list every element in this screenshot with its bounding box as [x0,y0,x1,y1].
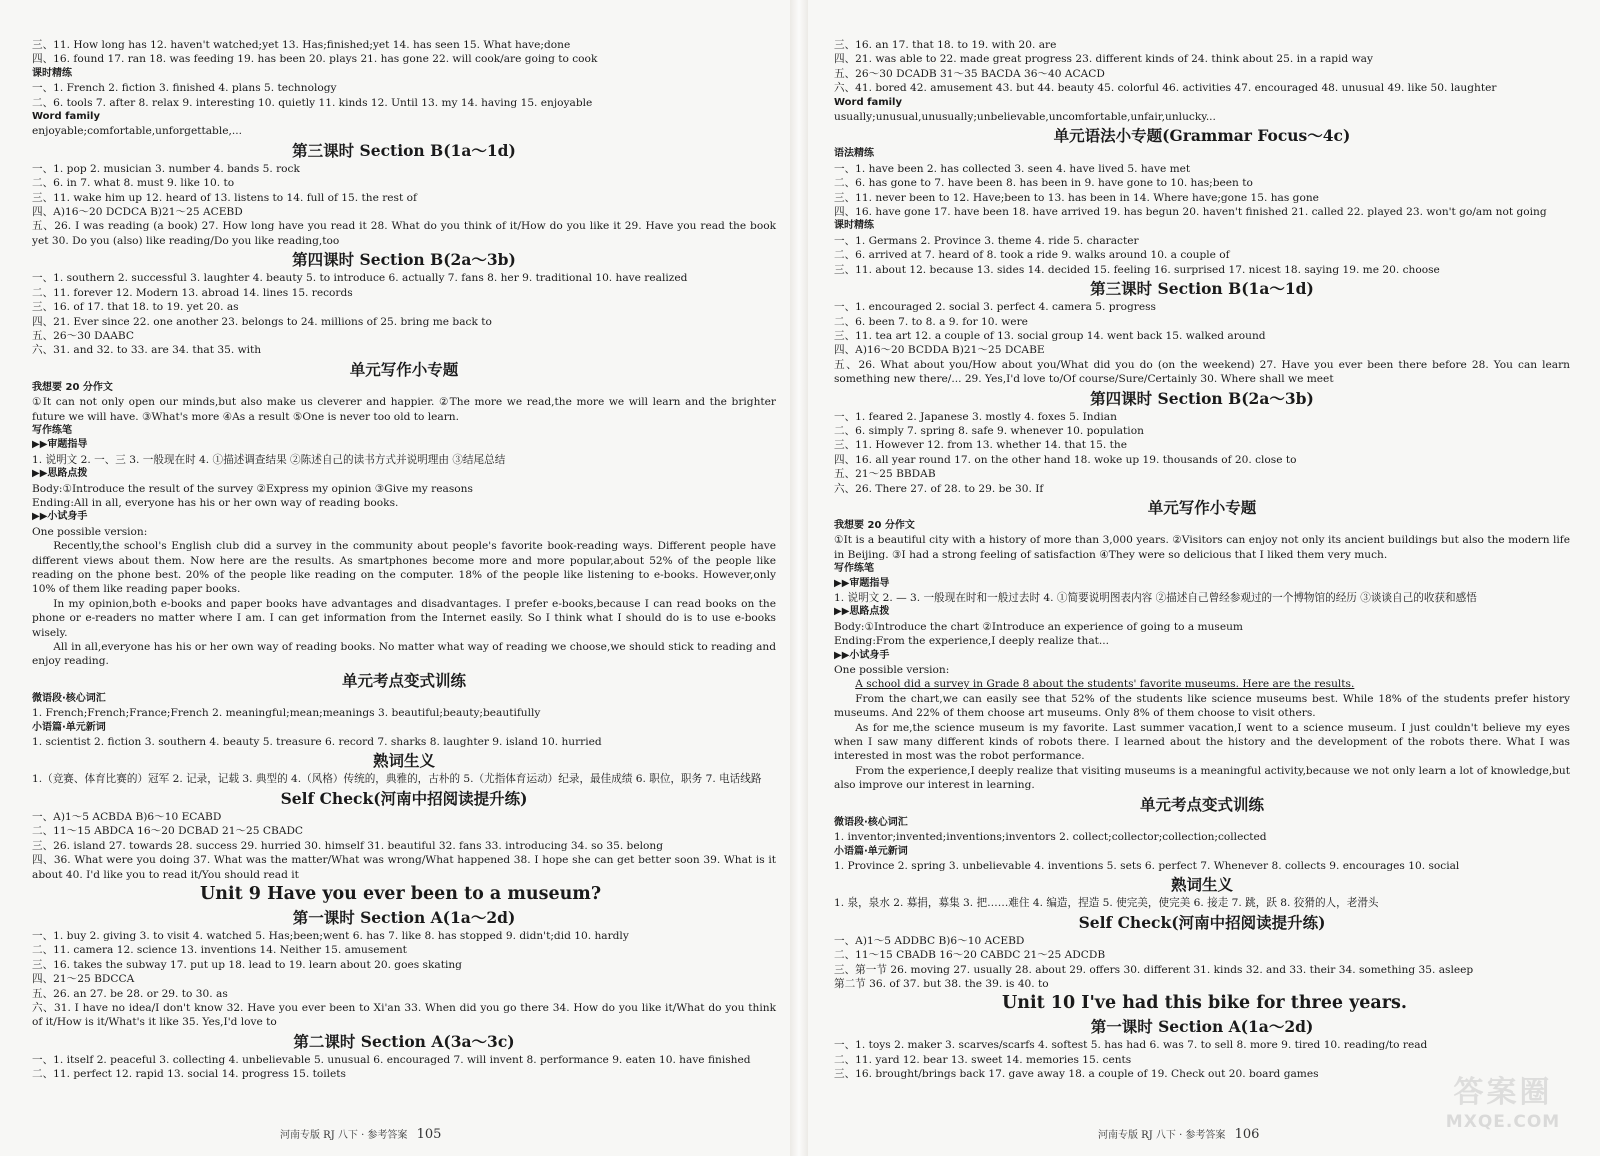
subsection-label: 我想要 20 分作文 [834,519,915,531]
answer-line: 三、11. about 12. because 13. sides 14. decided 15. feeling 16. surprised 17. nicest 18. saying 19. me 20. choose [834,263,1440,276]
footer-text: 河南专版 RJ 八下 · 参考答案 [1098,1130,1226,1141]
section-heading: Self Check(河南中招阅读提升练) [1078,912,1326,932]
answer-paragraph: 四、36. What were you doing 37. What was the matter/What was wrong/What happened 38. I hope she can get better soon 39. What is it about 40. I'd like you to read it/You should read it [32,854,776,881]
section-heading: 第四课时 Section B(2a～3b) [292,250,516,270]
watermark-logo: 答案圈 [1453,1075,1553,1110]
answer-line: Body:①Introduce the result of the survey ②Express my opinion ③Give my reasons [32,482,473,495]
subsection-label: 课时精练 [32,67,72,79]
subsection-label: 我想要 20 分作文 [32,381,113,393]
subsection-label: 写作练笔 [834,563,874,575]
answer-line: 一、1. feared 2. Japanese 3. mostly 4. foxes 5. Indian [834,410,1117,423]
section-heading: 熟词生义 [1170,875,1233,895]
answer-paragraph: 四、16. have gone 17. have been 18. have arrived 19. has begun 20. haven't finished 21. called 22. played 23. won't go/am not going [834,206,1547,219]
section-heading: 单元写作小专题 [349,359,459,379]
answer-paragraph: From the chart,we can easily see that 52% of the students like science museums best. While 18% of the students prefer history museums. And 22% of them choose art museums. Only 8% of them choose to visit others. [834,692,1570,720]
answer-line: 三、11. However 12. from 13. whether 14. that 15. the [834,439,1127,452]
section-heading: 第三课时 Section B(1a～1d) [292,140,516,160]
answer-line: 三、16. an 17. that 18. to 19. with 20. are [834,39,1057,51]
answer-paragraph: 一、1. itself 2. peaceful 3. collecting 4. unbelievable 5. unusual 6. encouraged 7. will invent 8. performance 9. eaten 10. have finished [32,1053,751,1066]
answer-line: 六、41. bored 42. amusement 43. but 44. beauty 45. colorful 46. activities 47. encouraged 48. unusual 49. like 50. laughter [834,82,1497,95]
answer-line: 一、1. have been 2. has collected 3. seen 4. have lived 5. have met [834,162,1191,175]
section-heading: 第三课时 Section B(1a～1d) [1090,279,1314,299]
answer-line: usually;unusual,unusually;unbelievable,uncomfortable,unfair,unlucky... [834,111,1216,124]
section-heading: Self Check(河南中招阅读提升练) [280,788,528,808]
section-heading: 第四课时 Section B(2a～3b) [1090,388,1314,408]
answer-line: 三、26. island 27. towards 28. success 29. hurried 30. himself 31. beautiful 32. fans 33. introducing 34. so 35. belong [32,839,663,852]
section-heading: 第一课时 Section A(1a～2d) [1090,1017,1314,1037]
answer-paragraph: 1. 说明文 2. — 3. 一般现在时和一般过去时 4. ①简要说明图表内容 ②描述自己曾经参观过的一个博物馆的经历 ③谈谈自己的收获和感悟 [834,592,1477,604]
answer-line: 二、6. been 7. to 8. a 9. for 10. were [834,315,1028,328]
answer-line: 三、16. of 17. that 18. to 19. yet 20. as [32,301,239,314]
answer-line: 一、1. Germans 2. Province 3. theme 4. ride 5. character [834,234,1139,247]
answer-paragraph: 1.（竞赛、体育比赛的）冠军 2. 记录，记载 3. 典型的 4.（风格）传统的，典雅的，古朴的 5.（尤指体育运动）纪录，最佳成绩 6. 职位，职务 7. 电话线路 [32,773,762,786]
page-left [0,0,790,1156]
answer-line: 四、21. Ever since 22. one another 23. belongs to 24. millions of 25. bring me back to [32,315,492,328]
section-heading: 单元考点变式训练 [341,670,466,690]
answer-line: 四、A)16～20 BCDDA B)21～25 DCABE [834,344,1045,357]
answer-paragraph: 五、26. What about you/How about you/What did you do (on the weekend) 27. Have you ever been there before 28. You can learn something new there/... 29. Yes,I'd love to/Of course/Sure/Certainly 30. Where shall we meet [834,358,1570,386]
answer-line: 二、11. yard 12. bear 13. sweet 14. memories 15. cents [834,1053,1132,1066]
answer-paragraph: All in all,everyone has his or her own way of reading books. No matter what way of reading we choose,we should stick to reading and enjoy reading. [32,641,776,668]
answer-paragraph: Recently,the school's English club did a survey in the community about people's favorite book-reading ways. Different people have different views about them. Now here are the results. As smartphones become more and more popular,about 52% of the people like reading on the phone best. 20% of the people like reading on the computer. 18% of the people like listening to e-books. However,only 10% of them like reading paper books. [32,540,776,596]
section-heading: 单元考点变式训练 [1139,794,1264,814]
answer-line: 1. scientist 2. fiction 3. southern 4. beauty 5. treasure 6. record 7. sharks 8. laughter 9. island 10. hurried [32,736,602,749]
subsection-label: ▶▶审题指导 [32,439,88,451]
answer-line: Ending:All in all, everyone has his or her own way of reading books. [32,496,399,509]
answer-line: 一、A)1～5 ACBDA B)6～10 ECABD [32,810,222,823]
subsection-label: 微语段·核心词汇 [834,816,908,828]
answer-line: 五、26～30 DAABC [32,329,134,342]
answer-line: 1. inventor;invented;inventions;inventors 2. collect;collector;collection;collected [834,831,1267,844]
answer-line: Body:①Introduce the chart ②Introduce an experience of going to a museum [834,620,1243,633]
answer-paragraph: 六、31. I have no idea/I don't know 32. Have you ever been to Xi'an 33. When did you go there 34. How do you like it/What do you think of it/How is it/What's it like 35. Yes,I'd love to [32,1001,776,1029]
answer-line: 二、6. in 7. what 8. must 9. like 10. to [32,177,235,190]
right-answer-key [834,38,1570,1082]
watermark [1428,1074,1578,1144]
answer-paragraph: As for me,the science museum is my favorite. Last summer vacation,I went to a science museum. I just couldn't believe my eyes when I saw many different kinds of robots there. I learned about the history and the development of the robots there. What I was interested in most was the robot performance. [834,721,1570,763]
answer-line: 六、31. and 32. to 33. are 34. that 35. with [32,344,262,357]
answer-line: 二、11～15 ABDCA 16～20 DCBAD 21～25 CBADC [32,825,304,838]
section-heading: 单元写作小专题 [1147,497,1257,517]
answer-line: 六、26. There 27. of 28. to 29. be 30. If [834,482,1044,495]
left-answer-key [32,38,776,1082]
answer-line: 四、21. was able to 22. made great progress 23. different kinds of 24. think about 25. in a rapid way [834,53,1373,66]
answer-paragraph: From the experience,I deeply realize that visiting museums is a meaningful activity,because we not only learn a lot of knowledge,but also improve our interest in learning. [834,764,1570,792]
section-heading: 熟词生义 [372,751,435,771]
page-number: 106 [1234,1127,1260,1142]
footer-text: 河南专版 RJ 八下 · 参考答案 [280,1130,408,1141]
answer-line: 一、1. southern 2. successful 3. laughter 4. beauty 5. to introduce 6. actually 7. fans 8. her 9. traditional 10. have realized [32,272,688,285]
unit-heading: Unit 9 Have you ever been to a museum? [200,883,602,904]
subsection-label: Word family [32,111,101,123]
subsection-label: 课时精练 [834,220,874,232]
answer-line: 一、1. French 2. fiction 3. finished 4. plans 5. technology [32,82,337,95]
answer-line: 三、16. takes the subway 17. put up 18. lead to 19. learn about 20. goes skating [32,958,462,971]
answer-line: 三、11. tea art 12. a couple of 13. social group 14. went back 15. walked around [834,329,1266,342]
answer-line: 三、第一节 26. moving 27. usually 28. about 29. offers 30. different 31. kinds 32. and 33. their 34. something 35. asleep [834,963,1474,976]
answer-line: 1. Province 2. spring 3. unbelievable 4. inventions 5. sets 6. perfect 7. Whenever 8. collects 9. encourages 10. social [834,859,1460,872]
answer-line: 1. 泉，泉水 2. 募捐，募集 3. 把……难住 4. 编造，捏造 5. 使完美，使完美 6. 接走 7. 跳，跃 8. 狡猾的人，老滑头 [834,897,1379,910]
subsection-label: ▶▶思路点拨 [32,468,88,480]
page-number: 105 [416,1127,442,1142]
page-right [808,0,1600,1156]
answer-line: 二、6. has gone to 7. have been 8. has been in 9. have gone to 10. has;been to [834,177,1253,190]
answer-line: 二、6. tools 7. after 8. relax 9. interesting 10. quietly 11. kinds 12. Until 13. my 14. having 15. enjoyable [32,96,593,109]
answer-line: 二、11. perfect 12. rapid 13. social 14. progress 15. toilets [32,1068,346,1081]
answer-line: 1. French;French;France;French 2. meaningful;mean;meanings 3. beautiful;beauty;beautifully [32,707,541,720]
section-heading: 单元语法小专题(Grammar Focus～4c) [1053,126,1351,146]
answer-line: 五、26～30 DCADB 31～35 BACDA 36～40 ACACD [834,67,1105,80]
answer-line: 二、11. camera 12. science 13. inventions 14. Neither 15. amusement [32,944,407,957]
subsection-label: ▶▶思路点拨 [834,606,890,618]
answer-paragraph: In my opinion,both e-books and paper books have advantages and disadvantages. I prefer e-books,because I can read books on the phone or e-readers no matter where I am. I can get information from the Internet easily. So I think what I should do is to use e-books wisely. [32,597,776,639]
answer-paragraph: 五、26. I was reading (a book) 27. How long have you read it 28. What do you think of it/How do you like it 29. Have you read the book yet 30. Do you (also) like reading/Do you like reading,too [32,220,776,247]
answer-line: One possible version: [32,525,148,538]
subsection-label: Word family [834,96,903,108]
subsection-label: ▶▶审题指导 [834,577,890,589]
answer-paragraph: ①It is a beautiful city with a history of more than 3,000 years. ②Visitors can enjoy not only its ancient buildings but also the modern life in Beijing. ③I had a strong feeling of satisfaction ④They were so delicious that I liked them very much. [834,534,1570,561]
subsection-label: 语法精练 [834,148,874,160]
answer-paragraph: ①It can not only open our minds,but also make us cleverer and happier. ②The more we read,the more we will learn and the brighter future we will have. ③What's more ④As a result ⑤One is never too old to learn. [32,396,776,423]
subsection-label: 微语段·核心词汇 [32,692,106,704]
answer-line: 三、11. never been to 12. Have;been to 13. has been in 14. Where have;gone 15. has gone [834,191,1319,204]
answer-line: 二、6. simply 7. spring 8. safe 9. whenever 10. population [834,424,1144,437]
subsection-label: 小语篇·单元新词 [834,845,908,857]
answer-line: enjoyable;comfortable,unforgettable,... [32,125,242,138]
answer-line: 一、1. encouraged 2. social 3. perfect 4. camera 5. progress [834,301,1156,314]
answer-line: 一、A)1～5 ADDBC B)6～10 ACEBD [834,934,1025,947]
answer-line: 第二节 36. of 37. but 38. the 39. is 40. to [834,977,1049,990]
answer-line: 1. 说明文 2. 一、三 3. 一般现在时 4. ①描述调查结果 ②陈述自己的读书方式并说明理由 ③结尾总结 [32,453,506,466]
answer-line: 一、1. buy 2. giving 3. to visit 4. watched 5. Has;been;went 6. has 7. like 8. has stopped 9. didn't;did 10. hardly [32,929,629,942]
subsection-label: ▶▶小试身手 [834,649,890,661]
answer-line: 五、21～25 BBDAB [834,468,936,481]
answer-line: Ending:From the experience,I deeply realize that... [834,635,1110,648]
answer-line: 一、1. toys 2. maker 3. scarves/scarfs 4. softest 5. has had 6. was 7. to sell 8. more 9. tired 10. reading/to read [834,1039,1428,1052]
book-gutter [790,0,808,1156]
answer-line: 二、11～15 CBADB 16～20 CABDC 21～25 ADCDB [834,949,1106,962]
answer-line: 二、6. arrived at 7. heard of 8. took a ride 9. walks around 10. a couple of [834,249,1230,262]
answer-line: 三、11. How long has 12. haven't watched;yet 13. Has;finished;yet 14. has seen 15. What have;done [32,39,571,51]
section-heading: 第二课时 Section A(3a～3c) [293,1031,515,1051]
answer-line: 四、16. found 17. ran 18. was feeding 19. has been 20. plays 21. has gone 22. will cook/are going to cook [32,53,598,66]
answer-line: 一、1. pop 2. musician 3. number 4. bands 5. rock [32,162,300,175]
answer-line: 二、11. forever 12. Modern 13. abroad 14. lines 15. records [32,286,353,299]
answer-line: 四、21～25 BDCCA [32,973,135,986]
watermark-url: MXQE.COM [1445,1112,1561,1132]
answer-line: 四、A)16～20 DCDCA B)21～25 ACEBD [32,206,243,219]
answer-line: 三、16. brought/brings back 17. gave away 18. a couple of 19. Check out 20. board games [834,1068,1319,1081]
subsection-label: ▶▶小试身手 [32,511,88,523]
unit-heading: Unit 10 I've had this bike for three years. [1002,993,1407,1014]
answer-line: 五、26. an 27. be 28. or 29. to 30. as [32,987,228,1000]
answer-line: A school did a survey in Grade 8 about the students' favorite museums. Here are the results. [855,678,1355,691]
subsection-label: 小语篇·单元新词 [32,721,106,733]
section-heading: 第一课时 Section A(1a～2d) [292,907,516,927]
answer-line: 四、16. all year round 17. on the other hand 18. woke up 19. thousands of 20. close to [834,453,1297,466]
right-footer [1098,1126,1259,1142]
answer-line: One possible version: [834,664,950,677]
answer-line: 三、11. wake him up 12. heard of 13. listens to 14. full of 15. the rest of [32,191,417,204]
subsection-label: 写作练笔 [32,424,72,436]
left-footer [280,1126,441,1142]
